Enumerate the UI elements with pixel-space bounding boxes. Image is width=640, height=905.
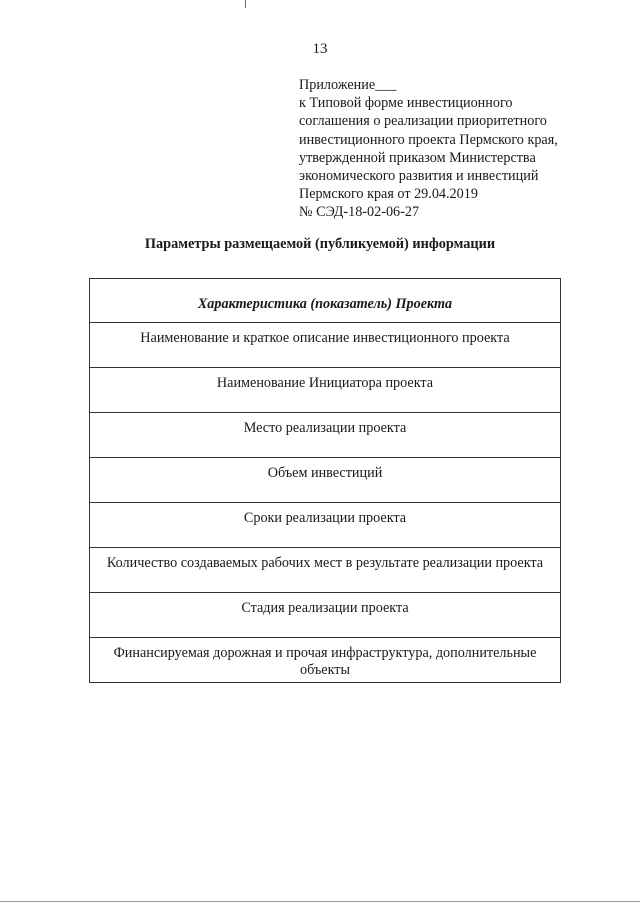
table-cell: Количество создаваемых рабочих мест в результате реализации проекта <box>106 555 544 571</box>
appendix-line: к Типовой форме инвестиционного <box>299 95 513 112</box>
appendix-line: инвестиционного проекта Пермского края, <box>299 131 558 148</box>
table-row <box>90 503 561 548</box>
page-number: 13 <box>312 41 328 57</box>
table-row <box>90 458 561 503</box>
bottom-scan-edge <box>0 901 640 902</box>
table-row <box>90 323 561 368</box>
appendix-line: Пермского края от 29.04.2019 <box>299 186 478 203</box>
table-cell: Место реализации проекта <box>243 420 407 436</box>
table-cell: Наименование Инициатора проекта <box>216 375 434 391</box>
table-cell: Объем инвестиций <box>267 465 383 481</box>
appendix-line: Приложение___ <box>299 77 397 93</box>
table-row <box>90 593 561 638</box>
table-cell: Стадия реализации проекта <box>241 600 409 616</box>
table-cell: Финансируемая дорожная и прочая инфраструктура, дополнительные объекты <box>113 645 537 678</box>
appendix-line: соглашения о реализации приоритетного <box>299 113 547 130</box>
table-cell: Наименование и краткое описание инвестиционного проекта <box>140 330 510 346</box>
document-title: Параметры размещаемой (публикуемой) информации <box>144 236 496 252</box>
table-row <box>90 638 561 683</box>
appendix-line: утвержденной приказом Министерства <box>299 149 536 166</box>
table-row <box>90 413 561 458</box>
scan-mark <box>245 0 246 8</box>
table-header: Характеристика (показатель) Проекта <box>90 279 561 323</box>
appendix-note <box>299 76 619 222</box>
table-cell: Сроки реализации проекта <box>243 510 407 526</box>
parameters-table <box>89 278 561 683</box>
table-row <box>90 548 561 593</box>
table-row <box>90 368 561 413</box>
appendix-line: экономического развития и инвестиций <box>299 168 539 185</box>
appendix-line: № СЭД-18-02-06-27 <box>299 204 420 221</box>
